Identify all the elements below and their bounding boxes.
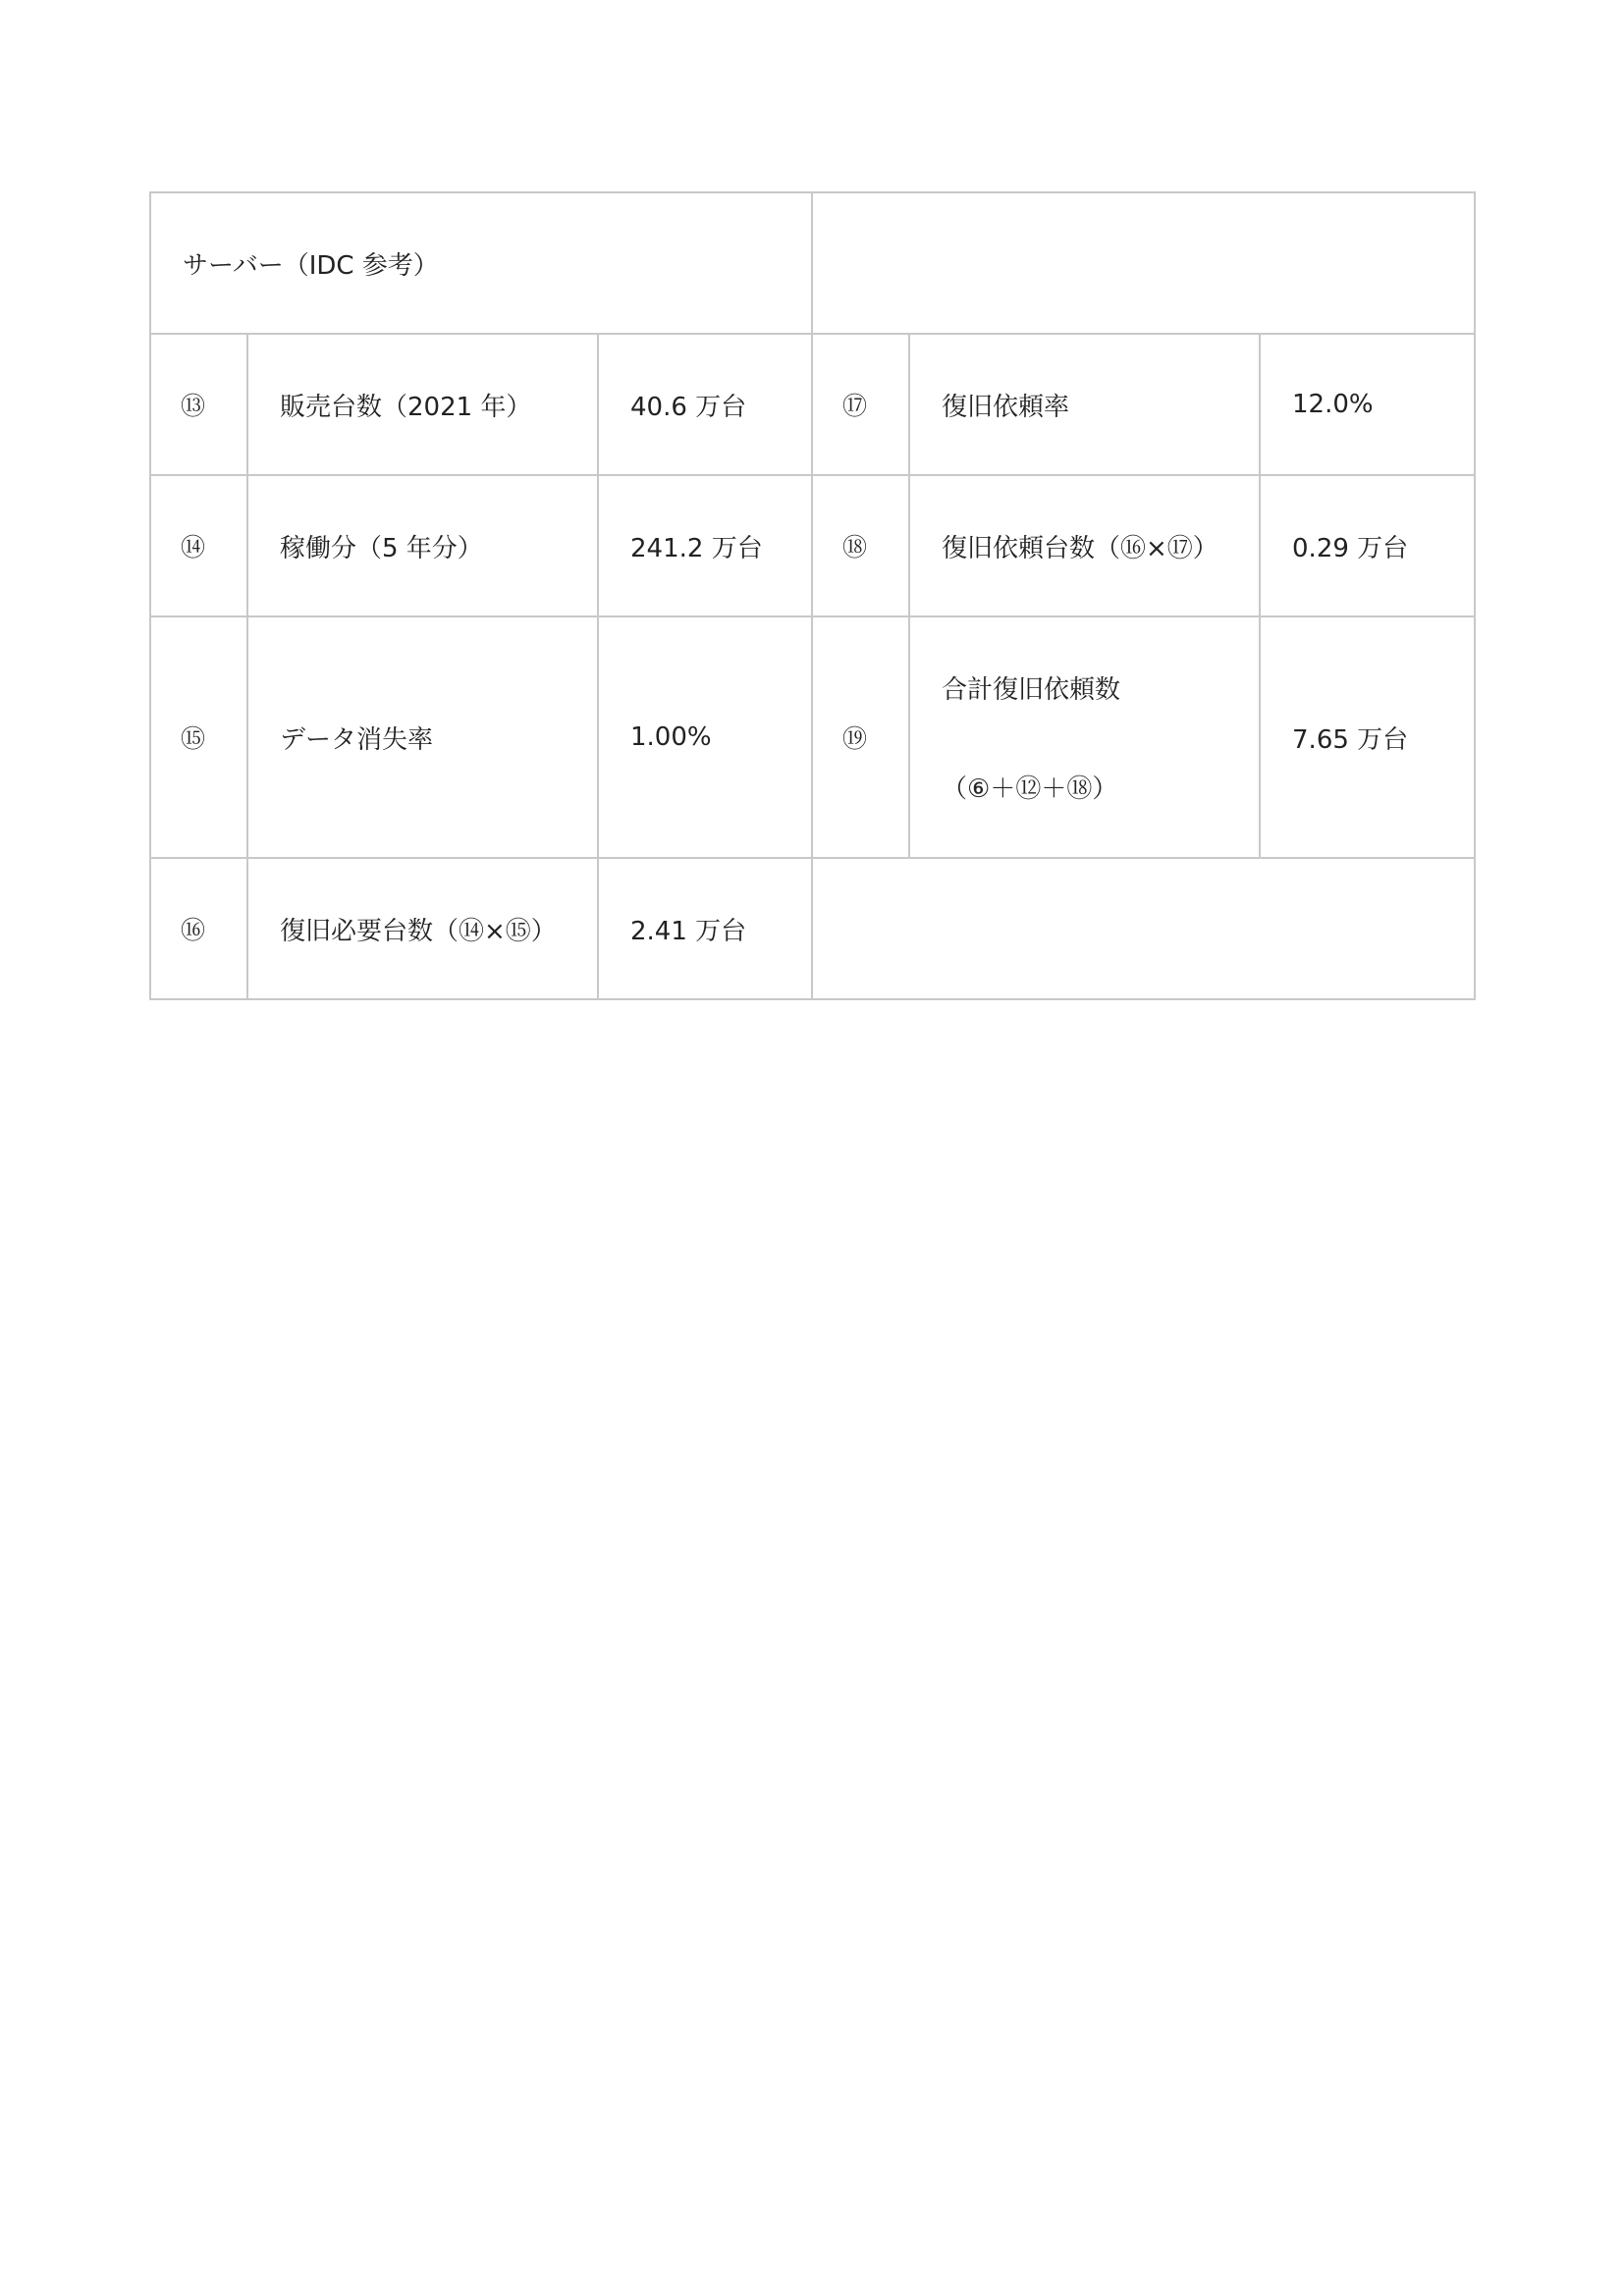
row-number: ⑯ — [150, 858, 247, 999]
row-number: ⑬ — [150, 334, 247, 475]
row-number: ⑰ — [812, 334, 909, 475]
row-label: 復旧依頼率 — [909, 334, 1260, 475]
table-row — [150, 616, 1475, 858]
empty-header-cell — [812, 192, 1475, 334]
row-value: 1.00% — [598, 616, 812, 858]
row-value: 7.65 万台 — [1260, 616, 1475, 858]
row-label: 復旧依頼台数（⑯×⑰） — [909, 475, 1260, 616]
row-value: 12.0% — [1260, 334, 1475, 475]
table-title: サーバー（IDC 参考） — [150, 192, 812, 334]
table-row — [150, 475, 1475, 616]
server-data-table — [149, 191, 1476, 1000]
table-row — [150, 334, 1475, 475]
row-value: 40.6 万台 — [598, 334, 812, 475]
table-row — [150, 858, 1475, 999]
row-number: ⑱ — [812, 475, 909, 616]
row-value: 2.41 万台 — [598, 858, 812, 999]
row-number: ⑲ — [812, 616, 909, 858]
row-label-stacked — [909, 616, 1260, 858]
row-number: ⑭ — [150, 475, 247, 616]
row-label: 販売台数（2021 年） — [247, 334, 598, 475]
row-label-line2: （⑥＋⑫＋⑱） — [942, 774, 1118, 804]
row-value: 241.2 万台 — [598, 475, 812, 616]
empty-cell — [812, 858, 1475, 999]
row-label: データ消失率 — [247, 616, 598, 858]
table-header-row — [150, 192, 1475, 334]
row-label: 稼働分（5 年分） — [247, 475, 598, 616]
row-label: 復旧必要台数（⑭×⑮） — [247, 858, 598, 999]
row-number: ⑮ — [150, 616, 247, 858]
row-value: 0.29 万台 — [1260, 475, 1475, 616]
row-label-line1: 合計復旧依頼数 — [942, 675, 1121, 705]
